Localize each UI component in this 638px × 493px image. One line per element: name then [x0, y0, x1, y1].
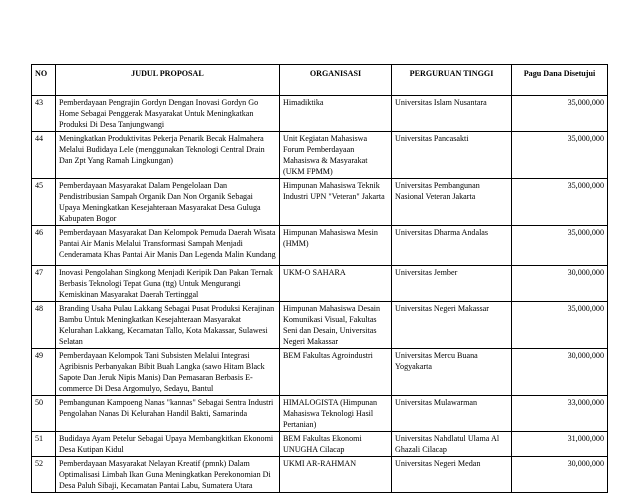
cell-university: Universitas Jember: [392, 266, 512, 302]
header-no: NO: [32, 65, 56, 96]
cell-organization: HIMALOGISTA (Himpunan Mahasiswa Teknologi Hasil Pertanian): [280, 396, 392, 432]
cell-title: Pemberdayaan Kelompok Tani Subsisten Melalui Integrasi Agribisnis Perbanyakan Bibit Buah Langka (sawo Hitam Black Sapote Dan Jeruk Nipis Manis) Dan Pemasaran Berbasis E-commerce Di Desa Argomulyo, Sedayu, Bantul: [56, 349, 280, 396]
cell-university: Universitas Mercu Buana Yogyakarta: [392, 349, 512, 396]
cell-no: 44: [32, 132, 56, 179]
cell-university: Universitas Negeri Makassar: [392, 302, 512, 349]
table-row: [32, 179, 608, 226]
cell-organization: BEM Fakultas Agroindustri: [280, 349, 392, 396]
cell-no: 48: [32, 302, 56, 349]
table-row: [32, 226, 608, 266]
header-university: PERGURUAN TINGGI: [392, 65, 512, 96]
cell-no: 52: [32, 457, 56, 493]
table-row: [32, 132, 608, 179]
cell-fund: 30,000,000: [512, 457, 608, 493]
cell-fund: 30,000,000: [512, 266, 608, 302]
cell-university: Universitas Pancasakti: [392, 132, 512, 179]
cell-title: Branding Usaha Pulau Lakkang Sebagai Pusat Produksi Kerajinan Bambu Untuk Meningkatkan Kesejahteraan Masyarakat Kelurahan Lakkang, Kecamatan Tallo, Kota Makassar, Sulawesi Selatan: [56, 302, 280, 349]
cell-title: Pemberdayaan Masyarakat Nelayan Kreatif (pmnk) Dalam Optimalisasi Limbah Ikan Guna Meningkatkan Perekonomian Di Desa Paluh Sibaji, Kecamatan Pantai Labu, Sumatera Utara: [56, 457, 280, 493]
cell-title: Budidaya Ayam Petelur Sebagai Upaya Membangkitkan Ekonomi Desa Kutipan Kidul: [56, 432, 280, 457]
cell-no: 43: [32, 96, 56, 132]
cell-organization: Himpunan Mahasiswa Mesin (HMM): [280, 226, 392, 266]
cell-no: 50: [32, 396, 56, 432]
cell-fund: 35,000,000: [512, 179, 608, 226]
table-row: [32, 266, 608, 302]
cell-title: Pemberdayaan Masyarakat Dalam Pengelolaan Dan Pendistribusian Sampah Organik Dan Non Organik Sebagai Upaya Meningkatkan Kesejahteraan Masyarakat Desa Guluga Kabupaten Bogor: [56, 179, 280, 226]
cell-university: Universitas Dharma Andalas: [392, 226, 512, 266]
cell-no: 47: [32, 266, 56, 302]
header-title: JUDUL PROPOSAL: [56, 65, 280, 96]
table-row: [32, 432, 608, 457]
cell-no: 45: [32, 179, 56, 226]
header-organization: ORGANISASI: [280, 65, 392, 96]
cell-title: Inovasi Pengolahan Singkong Menjadi Keripik Dan Pakan Ternak Berbasis Teknologi Tepat Guna (ttg) Untuk Mengurangi Kemiskinan Masyarakat Daerah Tertinggal: [56, 266, 280, 302]
cell-university: Universitas Pembangunan Nasional Veteran Jakarta: [392, 179, 512, 226]
table-row: [32, 396, 608, 432]
cell-university: Universitas Islam Nusantara: [392, 96, 512, 132]
cell-fund: 35,000,000: [512, 226, 608, 266]
cell-organization: Himadiktika: [280, 96, 392, 132]
cell-title: Pemberdayaan Masyarakat Dan Kelompok Pemuda Daerah Wisata Pantai Air Manis Melalui Transformasi Sampah Menjadi Cenderamata Khas Pantai Air Manis Dan Legenda Malin Kundang: [56, 226, 280, 266]
cell-fund: 35,000,000: [512, 96, 608, 132]
cell-fund: 33,000,000: [512, 396, 608, 432]
cell-university: Universitas Negeri Medan: [392, 457, 512, 493]
cell-fund: 35,000,000: [512, 302, 608, 349]
cell-organization: Unit Kegiatan Mahasiswa Forum Pemberdayaan Mahasiswa & Masyarakat (UKM FPMM): [280, 132, 392, 179]
cell-university: Universitas Nahdlatul Ulama Al Ghazali Cilacap: [392, 432, 512, 457]
cell-fund: 30,000,000: [512, 349, 608, 396]
cell-organization: Himpunan Mahasiswa Teknik Industri UPN "Veteran" Jakarta: [280, 179, 392, 226]
cell-title: Pemberdayaan Pengrajin Gordyn Dengan Inovasi Gordyn Go Home Sebagai Penggerak Masyarakat Untuk Meningkatkan Produksi Di Desa Tanjungwangi: [56, 96, 280, 132]
cell-no: 49: [32, 349, 56, 396]
cell-organization: BEM Fakultas Ekonomi UNUGHA Cilacap: [280, 432, 392, 457]
table-row: [32, 302, 608, 349]
cell-title: Pembangunan Kampoeng Nanas "kannas" Sebagai Sentra Industri Pengolahan Nanas Di Kelurahan Handil Bakti, Samarinda: [56, 396, 280, 432]
table-row: [32, 349, 608, 396]
cell-university: Universitas Mulawarman: [392, 396, 512, 432]
table-row: [32, 457, 608, 493]
cell-organization: UKM-O SAHARA: [280, 266, 392, 302]
cell-organization: Himpunan Mahasiswa Desain Komunikasi Visual, Fakultas Seni dan Desain, Universitas Negeri Makassar: [280, 302, 392, 349]
cell-fund: 35,000,000: [512, 132, 608, 179]
table-row: [32, 96, 608, 132]
cell-fund: 31,000,000: [512, 432, 608, 457]
cell-no: 46: [32, 226, 56, 266]
table-header-row: [32, 65, 608, 96]
header-fund: Pagu Dana Disetujui: [512, 65, 608, 96]
cell-no: 51: [32, 432, 56, 457]
cell-organization: UKMI AR-RAHMAN: [280, 457, 392, 493]
proposal-table: [31, 64, 608, 493]
cell-title: Meningkatkan Produktivitas Pekerja Penarik Becak Halmahera Melalui Budidaya Lele (menggunakan Teknologi Central Drain Dan Zpt Yang Ramah Lingkungan): [56, 132, 280, 179]
